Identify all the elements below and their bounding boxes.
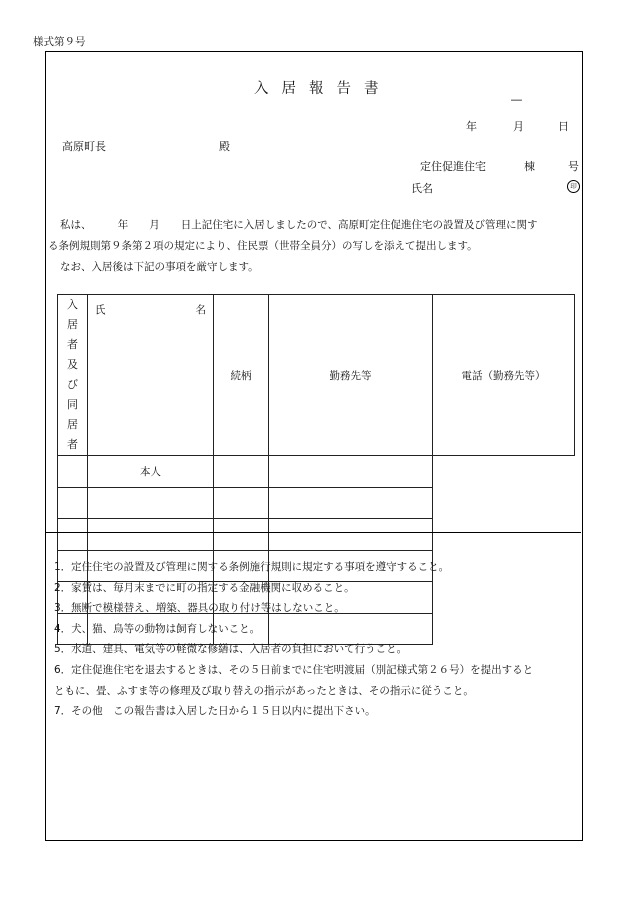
applicant-name-label: 氏名 bbox=[411, 182, 433, 195]
name-cell[interactable] bbox=[58, 519, 88, 551]
table-row bbox=[58, 487, 575, 519]
rule-item: 4．犬、猫、鳥等の動物は飼育しないこと。 bbox=[54, 622, 261, 635]
declaration-text bbox=[48, 215, 580, 278]
date-month-label: 月 bbox=[513, 120, 524, 133]
report-form bbox=[45, 51, 583, 841]
relation-cell[interactable] bbox=[88, 487, 214, 519]
relation-cell[interactable]: 本人 bbox=[88, 456, 214, 488]
workplace-cell[interactable] bbox=[214, 487, 269, 519]
date-dash: ― bbox=[511, 93, 522, 106]
rule-item: 1．定住住宅の設置及び管理に関する条例施行規則に規定する事項を遵守すること。 bbox=[54, 561, 450, 573]
declaration-line-1: 私は、 年 月 日上記住宅に入居しましたので、高原町定住促進住宅の設置及び管理に関す bbox=[60, 219, 538, 231]
table-header-row bbox=[58, 295, 575, 456]
rules-list bbox=[54, 557, 579, 722]
declaration-line-3: なお、入居後は下記の事項を厳守します。 bbox=[60, 261, 259, 273]
rule-item: 7．その他 この報告書は入居した日から１５日以内に提出下さい。 bbox=[54, 705, 376, 718]
relation-column-header: 続柄 bbox=[214, 295, 269, 456]
table-row bbox=[58, 456, 575, 488]
residents-side-label: 入 居 者 及 び 同 居 者 bbox=[58, 295, 88, 456]
name-column-header: 氏 名 bbox=[88, 295, 214, 456]
addressee: 高原町長 bbox=[62, 140, 106, 153]
workplace-column-header: 勤務先等 bbox=[269, 295, 433, 456]
name-cell[interactable] bbox=[58, 487, 88, 519]
rule-item: ともに、畳、ふすま等の修理及び取り替えの指示があったときは、その指示に従うこと。 bbox=[54, 684, 474, 697]
workplace-cell[interactable] bbox=[214, 456, 269, 488]
form-number: 様式第９号 bbox=[33, 36, 86, 48]
phone-cell[interactable] bbox=[269, 456, 433, 488]
phone-cell[interactable] bbox=[269, 519, 433, 551]
rule-item: 5．水道、建具、電気等の軽微な修繕は、入居者の負担において行うこと。 bbox=[54, 643, 408, 656]
building-label: 棟 bbox=[524, 160, 535, 173]
declaration-line-2: る条例規則第９条第２項の規定により、住民票（世帯全員分）の写しを添えて提出します。 bbox=[48, 240, 478, 252]
relation-cell[interactable] bbox=[88, 519, 214, 551]
date-year-label: 年 bbox=[466, 120, 477, 133]
phone-cell[interactable] bbox=[269, 487, 433, 519]
housing-label: 定住促進住宅 bbox=[420, 160, 486, 173]
workplace-cell[interactable] bbox=[214, 519, 269, 551]
honorific: 殿 bbox=[219, 140, 230, 153]
rule-item: 3．無断で模様替え、増築、器具の取り付け等はしないこと。 bbox=[54, 602, 345, 615]
name-cell[interactable] bbox=[58, 456, 88, 488]
seal-mark: 印 bbox=[567, 180, 580, 193]
form-title: 入居報告書 bbox=[254, 81, 392, 97]
phone-column-header: 電話（勤務先等） bbox=[433, 295, 575, 456]
section-divider bbox=[46, 532, 581, 533]
table-row bbox=[58, 519, 575, 551]
rule-item: 6．定住促進住宅を退去するときは、その５日前までに住宅明渡届（別記様式第２６号）を提出すると bbox=[54, 663, 534, 676]
date-day-label: 日 bbox=[558, 120, 569, 133]
unit-number-label: 号 bbox=[568, 160, 579, 173]
rule-item: 2．家賃は、毎月末までに町の指定する金融機関に収めること。 bbox=[54, 581, 355, 594]
